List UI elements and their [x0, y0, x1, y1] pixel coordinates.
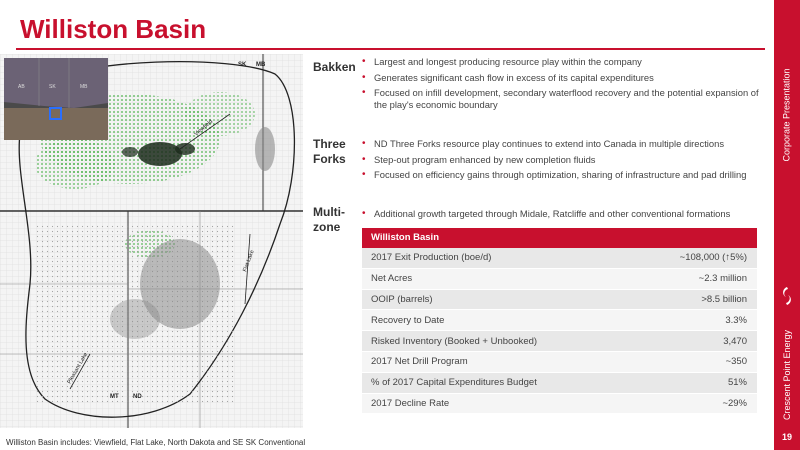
three-forks-bullet-list [362, 138, 770, 185]
table-row: Recovery to Date 3.3% [362, 310, 757, 331]
corporate-presentation-label: Corporate Presentation [782, 68, 792, 162]
footnote: Williston Basin includes: Viewfield, Flat Lake, North Dakota and SE SK Conventional [6, 438, 306, 447]
table-row: 2017 Decline Rate ~29% [362, 394, 757, 415]
bullet-icon: • [362, 208, 366, 219]
sidebar-top-text [774, 40, 800, 190]
section-label-bakken: Bakken [313, 60, 356, 74]
map-label-viewfield: Viewfield [193, 118, 215, 138]
map-label-sk: SK [238, 62, 247, 68]
list-item: • Generates significant cash flow in excess of its capital expenditures [362, 71, 654, 83]
list-item: • Step-out program enhanced by new completion fluids [362, 153, 596, 165]
list-item: • Additional growth targeted through Midale, Ratcliffe and other conventional formations [362, 208, 731, 219]
table-row: Risked Inventory (Booked + Unbooked) 3,470 [362, 331, 757, 352]
table-row: 2017 Exit Production (boe/d) ~108,000 (↑5%) [362, 248, 757, 269]
bakken-bullet-list [362, 56, 770, 114]
map-label-flat-lake: Flat Lake [242, 249, 256, 273]
table-row: % of 2017 Capital Expenditures Budget 51% [362, 373, 757, 394]
map-label-mt: MT [110, 394, 119, 400]
inset-label-ab: AB [18, 84, 25, 90]
williston-basin-table [362, 228, 757, 414]
section-label-multi-zone: Multi- zone [313, 205, 345, 234]
sidebar-bottom-text [774, 320, 800, 430]
page-number: 19 [781, 432, 792, 442]
table-row: Net Acres ~2.3 million [362, 269, 757, 290]
bullet-icon: • [362, 71, 366, 83]
bullet-icon: • [362, 138, 366, 149]
map-label-mb: MB [256, 62, 266, 68]
list-item: • Focused on infill development, secondary waterflood recovery and the potential expansion of the play's economic boundary [362, 87, 759, 110]
inset-label-mb: MB [80, 84, 88, 90]
section-label-three-forks: Three Forks [313, 137, 346, 166]
title-divider [16, 48, 765, 50]
company-name-label: Crescent Point Energy [782, 329, 793, 421]
map-label-nd: ND [133, 394, 142, 400]
bullet-icon: • [362, 87, 366, 98]
list-item: • Focused on efficiency gains through optimization, sharing of infrastructure and pad drilling [362, 169, 747, 180]
list-item: • Largest and longest producing resource play within the company [362, 56, 642, 67]
inset-label-sk: SK [49, 84, 56, 90]
table-row: OOIP (barrels) >8.5 billion [362, 290, 757, 311]
table-row: 2017 Net Drill Program ~350 [362, 352, 757, 373]
bullet-icon: • [362, 56, 366, 67]
table-header: Williston Basin [362, 228, 757, 248]
map-label-pleasant-lake: Pleasant Lake [66, 351, 90, 385]
page-title: Williston Basin [20, 14, 207, 44]
bullet-icon: • [362, 169, 366, 180]
company-logo-icon [779, 285, 795, 307]
multi-zone-bullet-list [362, 208, 770, 224]
bullet-icon: • [362, 153, 366, 165]
inset-locator-map [4, 58, 108, 140]
list-item: • ND Three Forks resource play continues to extend into Canada in multiple directions [362, 138, 725, 149]
